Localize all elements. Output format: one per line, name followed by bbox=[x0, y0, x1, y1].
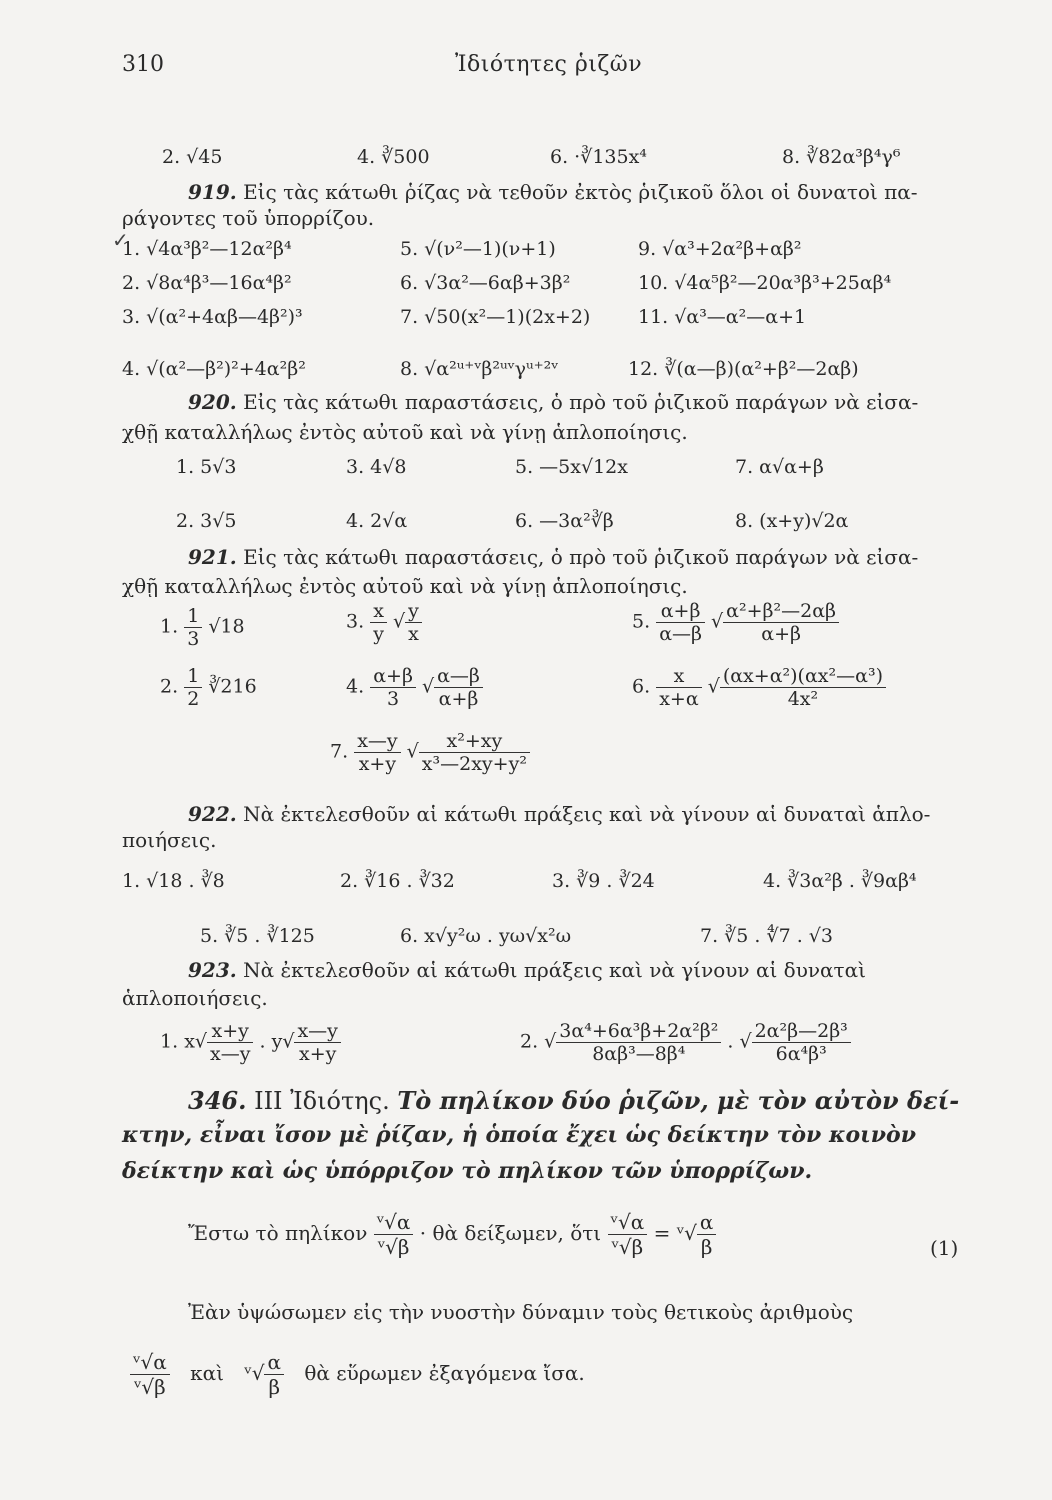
exercise-920-text-1: Εἰς τὰς κάτωθι παραστάσεις, ὁ πρὸ τοῦ ῥιζικοῦ παράγων νὰ εἰσα- bbox=[243, 390, 919, 414]
ex919-item: 7. √50(x²—1)(2x+2) bbox=[400, 306, 591, 328]
ex920-item: 3. 4√8 bbox=[346, 456, 407, 478]
ex921-item-5: 5. $\frac{\alpha+\beta}{\alpha—\beta}$ √ $\frac{\text{α²+β²—2αβ}}{\alpha+\beta}$ bbox=[632, 600, 839, 645]
item-label: 1. bbox=[160, 615, 179, 638]
radicand-fraction: $\frac{x—y}{x+y}$ bbox=[294, 1020, 340, 1065]
fraction: $\frac{1}{2}$ bbox=[184, 665, 202, 710]
ex922-item: 6. x√y²ω . yω√x²ω bbox=[400, 925, 572, 947]
exercise-number-922: 922. bbox=[188, 802, 237, 826]
top-item-1: 2. √45 bbox=[162, 146, 223, 168]
ex920-item: 5. —5x√12x bbox=[515, 456, 628, 478]
fraction: $\frac{x}{y}$ bbox=[370, 600, 387, 645]
ex922-item: 2. ∛16 . ∛32 bbox=[340, 870, 455, 892]
ex920-item: 7. α√α+β bbox=[735, 456, 824, 478]
ex922-item: 4. ∛3α²β . ∛9αβ⁴ bbox=[763, 870, 917, 892]
exercise-number-923: 923. bbox=[188, 958, 237, 982]
ex919-item: 5. √(ν²—1)(ν+1) bbox=[400, 238, 556, 260]
quotient-fraction: $\frac{\text{ᵛ√α}}{\text{ᵛ√β}}$ bbox=[374, 1210, 414, 1259]
exercise-919-text-1: Εἰς τὰς κάτωθι ῥίζας νὰ τεθοῦν ἐκτὸς ῥιζικοῦ ὅλοι οἱ δυνατοὶ πα- bbox=[243, 180, 918, 204]
radicand-fraction: $\frac{\text{x²+xy}}{\text{x³—2xy+y²}}$ bbox=[419, 730, 530, 775]
section-346-heading bbox=[188, 1086, 959, 1115]
proof-mid: · θὰ δείξωμεν, ὅτι bbox=[419, 1221, 602, 1245]
item-label: 6. bbox=[632, 675, 651, 698]
ex922-item: 5. ∛5 . ∛125 bbox=[200, 925, 315, 947]
section-text-3: δείκτην καὶ ὡς ὑπόρριζον τὸ πηλίκον τῶν ὑπορρίζων. bbox=[122, 1158, 813, 1184]
exercise-921-text-2: χθῇ καταλλήλως ἐντὸς αὐτοῦ καὶ νὰ γίνῃ ἁπλοποίησις. bbox=[122, 574, 688, 598]
ex920-item: 1. 5√3 bbox=[176, 456, 237, 478]
quotient-fraction: $\frac{\text{ᵛ√α}}{\text{ᵛ√β}}$ bbox=[608, 1210, 648, 1259]
radicand-fraction: $\frac{\text{2α²β—2β³}}{\text{6α⁴β³}}$ bbox=[752, 1020, 851, 1065]
item-label: 2. bbox=[520, 1030, 539, 1053]
radicand-fraction: $\frac{x+y}{x—y}$ bbox=[207, 1020, 253, 1065]
radical: √18 bbox=[208, 615, 245, 638]
ex922-item: 3. ∛9 . ∛24 bbox=[552, 870, 655, 892]
running-title: Ἰδιότητες ῥιζῶν bbox=[455, 52, 643, 77]
radicand-fraction: $\frac{\text{α²+β²—2αβ}}{\alpha+\beta}$ bbox=[723, 600, 839, 645]
top-item-4: 8. ∛82α³β⁴γ⁶ bbox=[782, 146, 901, 168]
exercise-920-text-2: χθῇ καταλλήλως ἐντὸς αὐτοῦ καὶ νὰ γίνῃ ἁπλοποίησις. bbox=[122, 420, 688, 444]
ex921-item-3: 3. $\frac{x}{y}$ √ $\frac{y}{x}$ bbox=[346, 600, 422, 645]
item-label: 1. bbox=[160, 1030, 179, 1053]
exercise-number-921: 921. bbox=[188, 545, 237, 569]
ex921-item-7: 7. $\frac{x—y}{x+y}$ √ $\frac{\text{x²+xy}}{\text{x³—2xy+y²}}$ bbox=[330, 730, 530, 775]
ex919-item: 12. ∛(α—β)(α²+β²—2αβ) bbox=[628, 358, 859, 380]
equation-label: (1) bbox=[930, 1236, 959, 1260]
ex919-item: 11. √α³—α²—α+1 bbox=[638, 306, 807, 328]
exercise-923-text-1: Νὰ ἐκτελεσθοῦν αἱ κάτωθι πράξεις καὶ νὰ γίνουν αἱ δυναταὶ bbox=[243, 958, 866, 982]
radical: ∛216 bbox=[208, 675, 257, 698]
exercise-921-text-1: Εἰς τὰς κάτωθι παραστάσεις, ὁ πρὸ τοῦ ῥιζικοῦ παράγων νὰ εἰσα- bbox=[243, 545, 919, 569]
section-title: III Ἰδιότης. bbox=[254, 1087, 390, 1115]
exercise-922-text-2: ποιήσεις. bbox=[122, 828, 217, 852]
ex920-item: 4. 2√α bbox=[346, 510, 408, 532]
proof-line-1: Ἔστω τὸ πηλίκον $\frac{\text{ᵛ√α}}{\text{ᵛ√β}}$ · θὰ δείξωμεν, ὅτι $\frac{\text{ᵛ√α}}{\text{ᵛ√β}}$ = ᵛ√ $\frac{\alpha}{\beta}$ bbox=[188, 1210, 716, 1259]
fraction: $\frac{x}{x+\alpha}$ bbox=[656, 665, 701, 710]
item-label: 5. bbox=[632, 610, 651, 633]
ex919-item: 10. √4α⁵β²—20α³β³+25αβ⁴ bbox=[638, 272, 892, 294]
section-text-2: κτην, εἶναι ἴσον μὲ ῥίζαν, ἡ ὁποία ἔχει ὡς δείκτην τὸν κοινὸν bbox=[122, 1122, 916, 1148]
ex919-item: 3. √(α²+4αβ—4β²)³ bbox=[122, 306, 303, 328]
quotient-fraction: $\frac{\text{ᵛ√α}}{\text{ᵛ√β}}$ bbox=[130, 1350, 170, 1399]
proof-line-3: $\frac{\text{ᵛ√α}}{\text{ᵛ√β}}$ καὶ ᵛ√ $\frac{\alpha}{\beta}$ θὰ εὕρωμεν ἐξαγόμενα ἴσα. bbox=[130, 1350, 585, 1399]
fraction: $\frac{1}{3}$ bbox=[184, 605, 202, 650]
ex919-item: 1. √4α³β²—12α²β⁴ bbox=[122, 238, 292, 260]
ex923-item-1: 1. x√ $\frac{x+y}{x—y}$ . y√ $\frac{x—y}{x+y}$ bbox=[160, 1020, 341, 1065]
fraction: $\frac{\alpha+\beta}{\alpha—\beta}$ bbox=[656, 600, 705, 645]
item-label: 2. bbox=[160, 675, 179, 698]
item-label: 7. bbox=[330, 740, 349, 763]
ex919-item: 2. √8α⁴β³—16α⁴β² bbox=[122, 272, 292, 294]
radicand-fraction: $\frac{\text{3α⁴+6α³β+2α²β²}}{\text{8αβ³—8β⁴}}$ bbox=[556, 1020, 721, 1065]
ex922-item: 7. ∛5 . ∜7 . √3 bbox=[700, 925, 833, 947]
fraction: $\frac{x—y}{x+y}$ bbox=[354, 730, 400, 775]
exercise-923-text-2: ἁπλοποιήσεις. bbox=[122, 986, 268, 1010]
item-label: 3. bbox=[346, 610, 365, 633]
proof-lead: Ἔστω τὸ πηλίκον bbox=[188, 1221, 368, 1245]
ex920-item: 2. 3√5 bbox=[176, 510, 237, 532]
exercise-number-919: 919. bbox=[188, 180, 237, 204]
proof-line-2: Ἐὰν ὑψώσωμεν εἰς τὴν νυοστὴν δύναμιν τοὺς θετικοὺς ἀριθμοὺς bbox=[188, 1300, 854, 1324]
exercise-number-920: 920. bbox=[188, 390, 237, 414]
section-text-1: Τὸ πηλίκον δύο ῥιζῶν, μὲ τὸν αὐτὸν δεί- bbox=[397, 1086, 960, 1115]
ex922-item: 1. √18 . ∛8 bbox=[122, 870, 225, 892]
ex919-item: 8. √α²ᵘ⁺ᵛβ²ᵘᵛγᵘ⁺²ᵛ bbox=[400, 358, 559, 380]
ex921-item-1 bbox=[160, 605, 245, 650]
section-number: 346. bbox=[188, 1086, 247, 1115]
top-item-3: 6. ·∛135x⁴ bbox=[550, 146, 647, 168]
radicand-fraction: $\frac{\alpha—\beta}{\alpha+\beta}$ bbox=[434, 665, 483, 710]
exercise-919-text-2: ράγοντες τοῦ ὑπορρίζου. bbox=[122, 206, 375, 230]
radicand-fraction: $\frac{\alpha}{\beta}$ bbox=[264, 1350, 284, 1399]
ex921-item-6: 6. $\frac{x}{x+\alpha}$ √ $\frac{\text{(αx+α²)(αx²—α³)}}{\text{4x²}}$ bbox=[632, 665, 886, 710]
radicand-fraction: $\frac{\text{(αx+α²)(αx²—α³)}}{\text{4x²}}$ bbox=[720, 665, 886, 710]
ex920-item: 6. —3α²∛β bbox=[515, 510, 614, 532]
exercise-922-text-1: Νὰ ἐκτελεσθοῦν αἱ κάτωθι πράξεις καὶ νὰ γίνουν αἱ δυναταὶ ἁπλο- bbox=[243, 802, 931, 826]
ex919-item: 6. √3α²—6αβ+3β² bbox=[400, 272, 571, 294]
ex919-item: 4. √(α²—β²)²+4α²β² bbox=[122, 358, 306, 380]
ex921-item-2 bbox=[160, 665, 257, 710]
radicand-fraction: $\frac{\alpha}{\beta}$ bbox=[697, 1210, 717, 1259]
ex919-item: 9. √α³+2α²β+αβ² bbox=[638, 238, 802, 260]
ex921-item-4: 4. $\frac{\alpha+\beta}{3}$ √ $\frac{\alpha—\beta}{\alpha+\beta}$ bbox=[346, 665, 483, 710]
top-item-2: 4. ∛500 bbox=[357, 146, 430, 168]
ex923-item-2: 2. √ $\frac{\text{3α⁴+6α³β+2α²β²}}{\text{8αβ³—8β⁴}}$ . √ $\frac{\text{2α²β—2β³}}{\text{6α⁴β³}}$ bbox=[520, 1020, 851, 1065]
page-number: 310 bbox=[122, 52, 164, 77]
item-label: 4. bbox=[346, 675, 365, 698]
check-mark-icon: ✓ bbox=[112, 228, 129, 252]
proof-end: θὰ εὕρωμεν ἐξαγόμενα ἴσα. bbox=[304, 1361, 585, 1385]
ex920-item: 8. (x+y)√2α bbox=[735, 510, 849, 532]
radicand-fraction: $\frac{y}{x}$ bbox=[405, 600, 422, 645]
fraction: $\frac{\alpha+\beta}{3}$ bbox=[370, 665, 416, 710]
